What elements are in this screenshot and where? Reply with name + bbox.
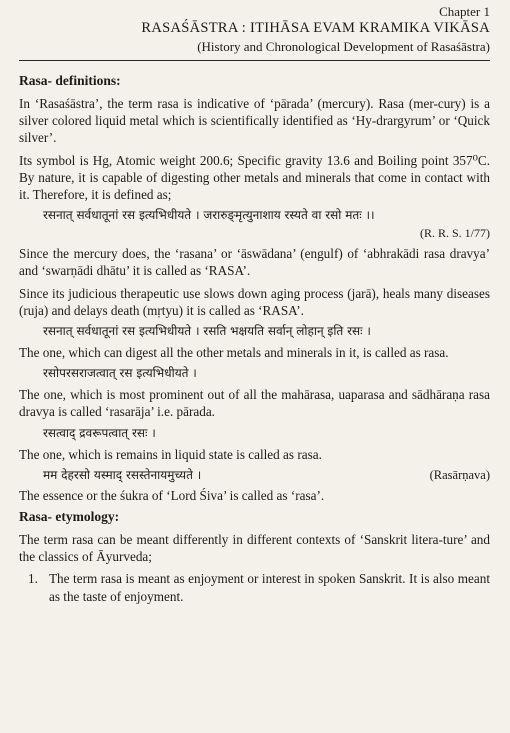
- sanskrit-verse: रसनात् सर्वधातूनां रस इत्यभिधीयते । रसति भक्षयति सर्वान् लोहान् इति रसः ।: [43, 324, 371, 339]
- list-item-text: The term rasa is meant as enjoyment or interest in spoken Sanskrit. It is also meant as the taste of enjoyment.: [49, 571, 490, 604]
- paragraph: The one, which is remains in liquid state is called as rasa.: [19, 446, 322, 462]
- sanskrit-verse: रसत्वाद् द्रवरूपत्वात् रसः ।: [43, 425, 156, 440]
- verse-reference: (Rasārṇava): [429, 467, 490, 482]
- chapter-title: RASAŚĀSTRA : ITIHĀSA EVAM KRAMIKA VIKĀSA: [141, 20, 490, 36]
- paragraph: The one, which is most prominent out of all the mahārasa, uaparasa and sādhāraṇa rasa dravya is called ‘rasarāja’ i.e. pārada.: [19, 387, 490, 420]
- paragraph: Since its judicious therapeutic use slows down aging process (jarā), heals many diseases (ruja) and delays death (mṛtyu) it is called as ‘RASA’.: [19, 285, 490, 318]
- paragraph: Its symbol is Hg, Atomic weight 200.6; Specific gravity 13.6 and Boiling point 357⁰C. By nature, it is capable of digesting other metals and minerals that come in contact with it. Therefore, it is defined as;: [19, 152, 490, 203]
- page-header: [19, 0, 490, 55]
- chapter-subtitle: (History and Chronological Development of Rasaśāstra): [197, 39, 490, 54]
- paragraph: The one, which can digest all the other metals and minerals in it, is called as rasa.: [19, 345, 449, 361]
- section-heading-definitions: Rasa- definitions:: [19, 73, 121, 88]
- list-item: [19, 570, 490, 604]
- section-heading-etymology: Rasa- etymology:: [19, 509, 120, 525]
- paragraph: The essence or the śukra of ‘Lord Śiva’ is called as ‘rasa’.: [19, 487, 325, 503]
- paragraph: Since the mercury does, the ‘rasana’ or ‘āswādana’ (engulf) of ‘abhrakādi rasa dravya’ and ‘swarṇādi dhātu’ it is called as ‘RASA’.: [19, 246, 490, 279]
- sanskrit-verse: रसनात् सर्वधातूनां रस इत्यभिधीयते । जरारुङ्मृत्युनाशाय रस्यते वा रसो मतः ।।: [43, 208, 375, 223]
- sanskrit-verse: मम देहरसो यस्माद् रसस्तेनायमुच्यते ।: [43, 467, 202, 482]
- page-body: [19, 73, 490, 605]
- verse-reference: (R. R. S. 1/77): [419, 226, 490, 241]
- sanskrit-verse-row: [43, 468, 490, 483]
- etymology-list: [19, 570, 490, 604]
- paragraph: The term rasa can be meant differently in different contexts of ‘Sanskrit litera-ture’ and the classics of Āyurveda;: [19, 532, 490, 565]
- paragraph: In ‘Rasaśāstra’, the term rasa is indicative of ‘pārada’ (mercury). Rasa (mer-cury) is a silver colored liquid metal which is scientifically identified as ‘Hy-drargyrum’ or ‘Quick silver’.: [19, 96, 490, 146]
- list-item-number: 1.: [28, 571, 38, 587]
- header-rule: [19, 60, 490, 61]
- chapter-label: Chapter 1: [439, 4, 490, 19]
- sanskrit-verse: रसोपरसराजत्वात् रस इत्यभिधीयते ।: [43, 366, 197, 381]
